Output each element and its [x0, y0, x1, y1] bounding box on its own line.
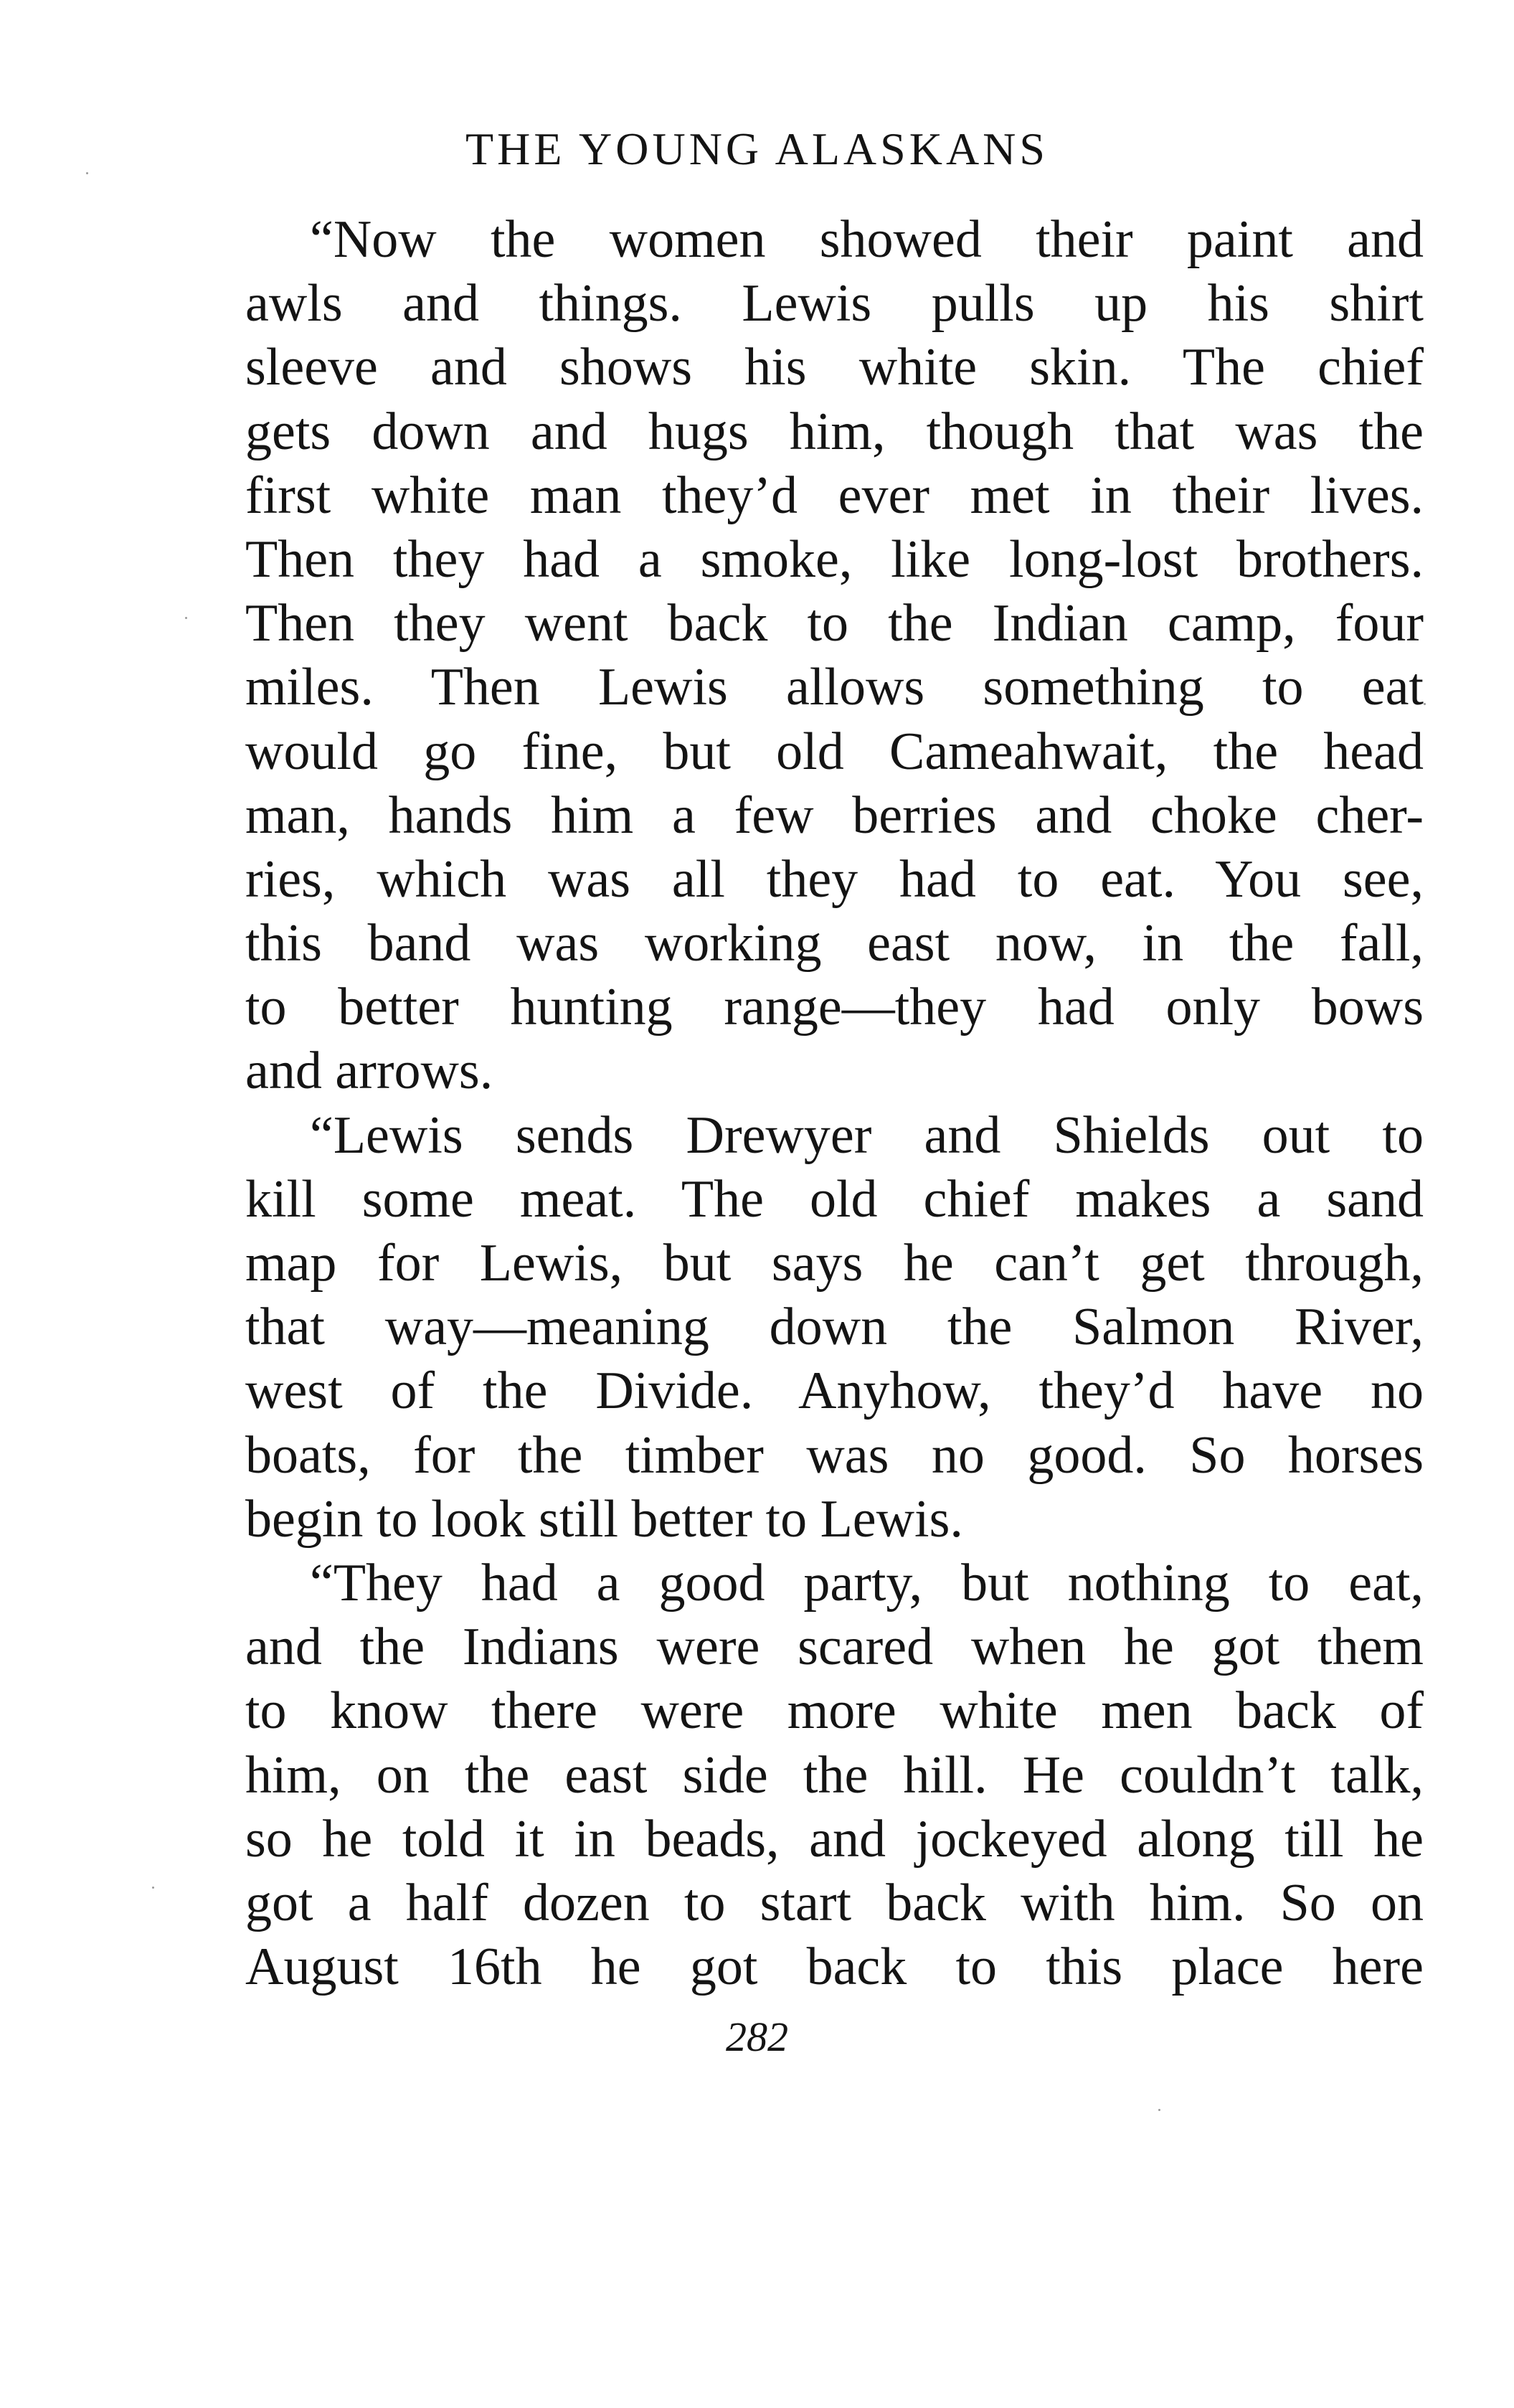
page-number: 282 [726, 2013, 788, 2060]
text-line: “Now the women showed their paint and [310, 210, 1424, 269]
text-line: awls and things. Lewis pulls up his shirt [245, 274, 1424, 334]
text-line: map for Lewis, but says he can’t get through, [245, 1234, 1424, 1293]
text-line: begin to look still better to Lewis. [245, 1489, 963, 1549]
text-line: first white man they’d ever met in their lives. [245, 466, 1424, 525]
text-line: kill some meat. The old chief makes a sand [245, 1169, 1424, 1229]
text-line: Then they went back to the Indian camp, four [245, 594, 1424, 653]
paper-speck [1158, 2109, 1160, 2111]
text-line: and arrows. [245, 1042, 493, 1101]
paper-speck [185, 617, 187, 619]
text-line: sleeve and shows his white skin. The chief [245, 338, 1424, 397]
body-text [245, 208, 1424, 1999]
paper-speck [1424, 703, 1426, 705]
text-line: and the Indians were scared when he got them [245, 1618, 1424, 1677]
text-line: boats, for the timber was no good. So horses [245, 1425, 1424, 1485]
text-line: so he told it in beads, and jockeyed along till he [245, 1809, 1424, 1869]
text-line: this band was working east now, in the fall, [245, 914, 1424, 973]
text-line: that way—meaning down the Salmon River, [245, 1298, 1424, 1357]
text-line: him, on the east side the hill. He couldn’t talk, [245, 1745, 1424, 1805]
text-line: “Lewis sends Drewyer and Shields out to [310, 1105, 1424, 1165]
text-line: to know there were more white men back of [245, 1681, 1424, 1741]
text-line: August 16th he got back to this place here [245, 1937, 1424, 1997]
running-head: THE YOUNG ALASKANS [465, 123, 1049, 174]
text-line: to better hunting range—they had only bows [245, 978, 1424, 1037]
text-line: would go fine, but old Cameahwait, the head [245, 722, 1424, 781]
text-line: ries, which was all they had to eat. You see, [245, 849, 1424, 909]
text-line: got a half dozen to start back with him. So on [245, 1873, 1424, 1932]
paper-speck [86, 172, 88, 174]
text-line: “They had a good party, but nothing to eat, [310, 1553, 1424, 1613]
text-line: west of the Divide. Anyhow, they’d have no [245, 1361, 1424, 1421]
text-line: Then they had a smoke, like long-lost brothers. [245, 529, 1424, 589]
text-line: gets down and hugs him, though that was the [245, 402, 1424, 461]
paper-speck [152, 1887, 154, 1889]
text-line: miles. Then Lewis allows something to eat [245, 658, 1424, 717]
text-line: man, hands him a few berries and choke cher- [245, 785, 1424, 845]
